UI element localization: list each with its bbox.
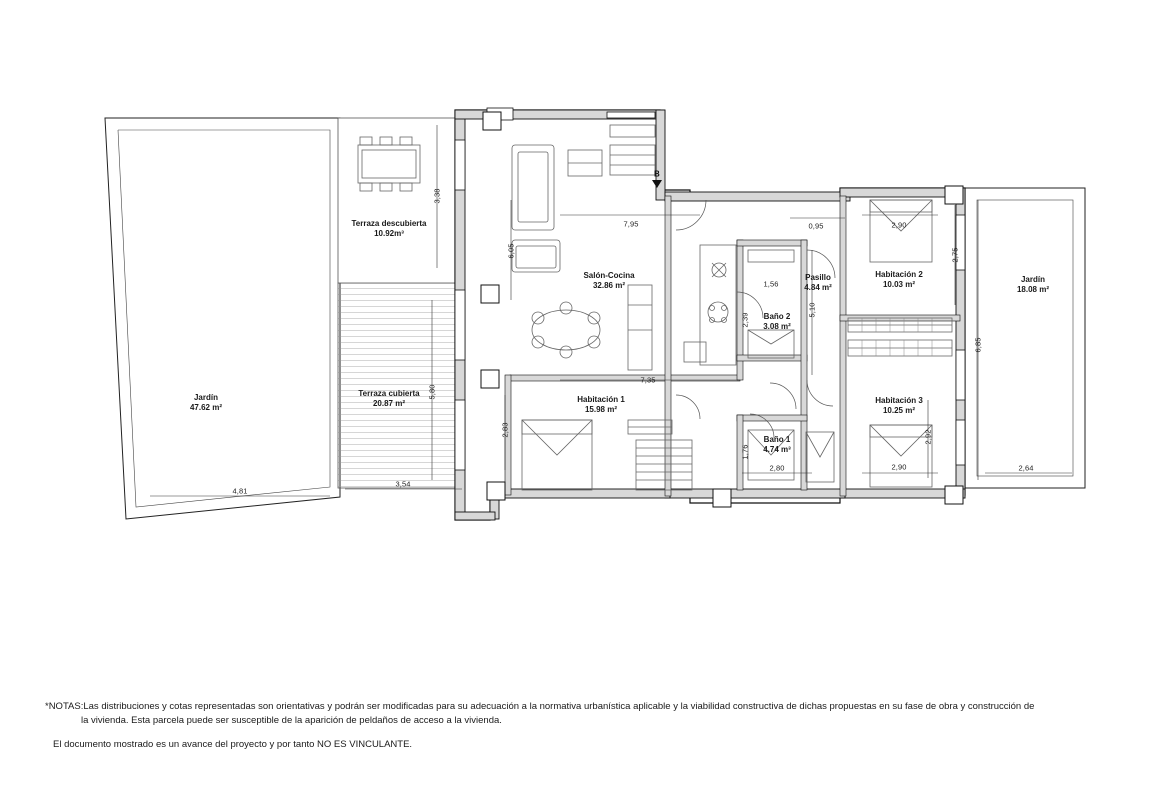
dimension-2-64: 2,64 bbox=[1018, 463, 1034, 473]
room-pasillo: Pasillo 4.84 m² bbox=[804, 273, 832, 292]
dimension-2-92: 2,92 bbox=[923, 429, 933, 445]
dimension-3-54: 3,54 bbox=[395, 479, 411, 489]
room-habitacion-1: Habitación 1 15.98 m² bbox=[577, 395, 625, 414]
dimension-5-80: 5,80 bbox=[427, 384, 437, 400]
dimension-2-83: 2,83 bbox=[500, 422, 510, 438]
dimension-1-76: 1,76 bbox=[740, 444, 750, 460]
room-jardin-izq: Jardín 47.62 m² bbox=[189, 393, 223, 412]
room-habitacion-3: Habitación 3 10.25 m² bbox=[875, 396, 923, 415]
dimension-2-90-bottom: 2,90 bbox=[891, 462, 907, 472]
room-bano-2: Baño 2 3.08 m² bbox=[763, 312, 791, 331]
legal-notes bbox=[45, 700, 1125, 752]
dimension-7-35: 7,35 bbox=[640, 375, 656, 385]
room-terraza-cubierta: Terraza cubierta 20.87 m² bbox=[358, 389, 420, 408]
plot-outline bbox=[105, 118, 340, 519]
room-salon-cocina: Salón-Cocina 32.86 m² bbox=[583, 271, 635, 290]
dimension-2-80: 2,80 bbox=[769, 463, 785, 473]
room-bano-1: Baño 1 4.74 m³ bbox=[763, 435, 791, 454]
room-terraza-descubierta: Terraza descubierta 10.92m³ bbox=[351, 219, 427, 238]
dimension-0-95: 0,95 bbox=[808, 221, 824, 231]
dimension-5-10: 5,10 bbox=[807, 302, 817, 318]
dimension-6-05: 6,05 bbox=[506, 243, 516, 259]
room-jardin-der: Jardín 18.08 m² bbox=[1016, 275, 1050, 294]
note-line-3: El documento mostrado es un avance del proyecto y por tanto NO ES VINCULANTE. bbox=[53, 738, 413, 750]
note-line-1: *NOTAS:Las distribuciones y cotas representadas son orientativas y podrán ser modificadas para su adecuación a la normativa urbanística aplicable y la viabilidad constructiva de dichas propuestas en su fase de obra y construcción de bbox=[45, 701, 1035, 712]
right-garden bbox=[965, 188, 1085, 488]
dimension-4-81: 4,81 bbox=[232, 486, 248, 496]
dimension-1-56: 1,56 bbox=[763, 279, 779, 289]
dimension-6-85: 6,85 bbox=[973, 337, 983, 353]
room-habitacion-2: Habitación 2 10.03 m² bbox=[875, 270, 923, 289]
dimension-2-39: 2,39 bbox=[740, 312, 750, 328]
dimension-3-38: 3,38 bbox=[432, 188, 442, 204]
note-line-2: la vivienda. Esta parcela puede ser susceptible de la aparición de peldaños de acceso a la vivienda. bbox=[81, 715, 502, 727]
section-marker-b-label: B bbox=[654, 169, 660, 179]
dimension-2-75: 2,75 bbox=[950, 247, 960, 263]
dimension-7-95: 7,95 bbox=[623, 219, 639, 229]
dimension-2-90-top: 2,90 bbox=[891, 220, 907, 230]
